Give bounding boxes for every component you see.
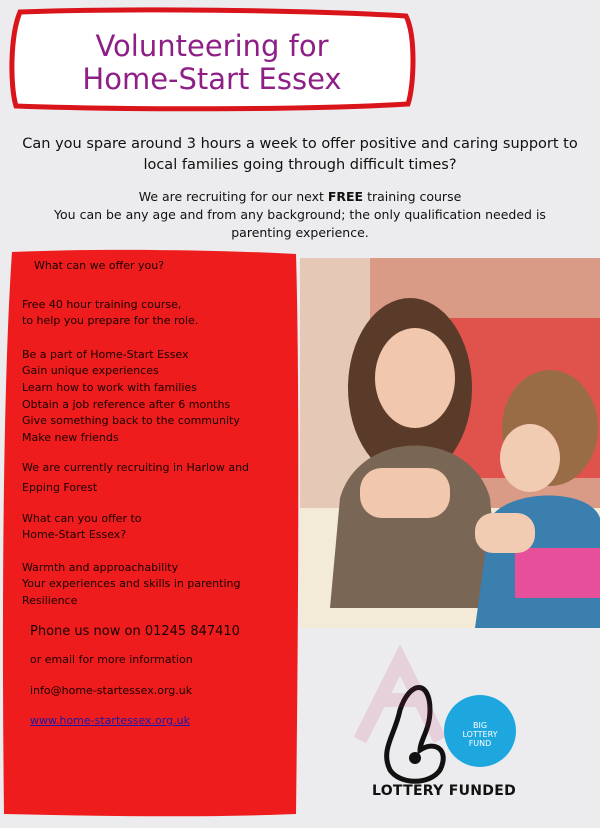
big-lottery-fund-logo: [444, 695, 516, 767]
email-address[interactable]: info@home-startessex.org.uk: [30, 683, 193, 697]
family-photo: [300, 258, 600, 628]
quality-item: Your experiences and skills in parenting: [22, 577, 241, 591]
benefit-item: Make new friends: [22, 430, 119, 444]
recruiting-areas-line-2: Epping Forest: [22, 480, 98, 494]
quality-item: Warmth and approachability: [22, 560, 179, 574]
training-line-1: Free 40 hour training course,: [22, 297, 182, 311]
recruiting-line: [40, 188, 560, 206]
recruiting-free: FREE: [327, 189, 364, 204]
training-line-2: to help you prepare for the role.: [22, 314, 199, 328]
blf-line-2: LOTTERY: [462, 730, 498, 739]
blf-line-1: BIG: [472, 721, 488, 730]
blf-line-3: FUND: [468, 739, 492, 748]
website-link[interactable]: www.home-startessex.org.uk: [30, 714, 190, 728]
intro-details: [40, 188, 560, 242]
you-offer-line-2: Home-Start Essex?: [22, 528, 127, 542]
title-line-2: Home-Start Essex: [82, 62, 342, 96]
quality-item: Resilience: [22, 593, 78, 607]
recruiting-areas-line-1: We are currently recruiting in Harlow and: [22, 461, 250, 475]
any-age-line: You can be any age and from any background; the only qualification needed is parenting experience.: [54, 207, 546, 240]
offer-heading: What can we offer you?: [34, 259, 165, 272]
recruiting-pre: We are recruiting for our next: [138, 189, 328, 204]
title-box: [6, 6, 418, 112]
intro-question: Can you spare around 3 hours a week to offer positive and caring support to local families going through difficult times?: [22, 136, 578, 173]
you-offer-line-1: What can you offer to: [22, 511, 142, 525]
panel-text: [22, 258, 292, 730]
phone-number[interactable]: Phone us now on 01245 847410: [30, 623, 240, 639]
benefit-item: Obtain a job reference after 6 months: [22, 397, 231, 411]
title-line-1: Volunteering for: [95, 29, 329, 63]
benefit-item: Give something back to the community: [22, 414, 240, 428]
email-prompt: or email for more information: [30, 653, 193, 667]
benefit-item: Learn how to work with families: [22, 380, 197, 394]
benefit-item: Be a part of Home-Start Essex: [22, 347, 189, 361]
recruiting-post: training course: [363, 189, 462, 204]
lottery-funded-label: LOTTERY FUNDED: [372, 783, 516, 799]
photo-illustration: [300, 258, 600, 628]
page-title: [6, 30, 418, 96]
benefit-item: Gain unique experiences: [22, 364, 159, 378]
